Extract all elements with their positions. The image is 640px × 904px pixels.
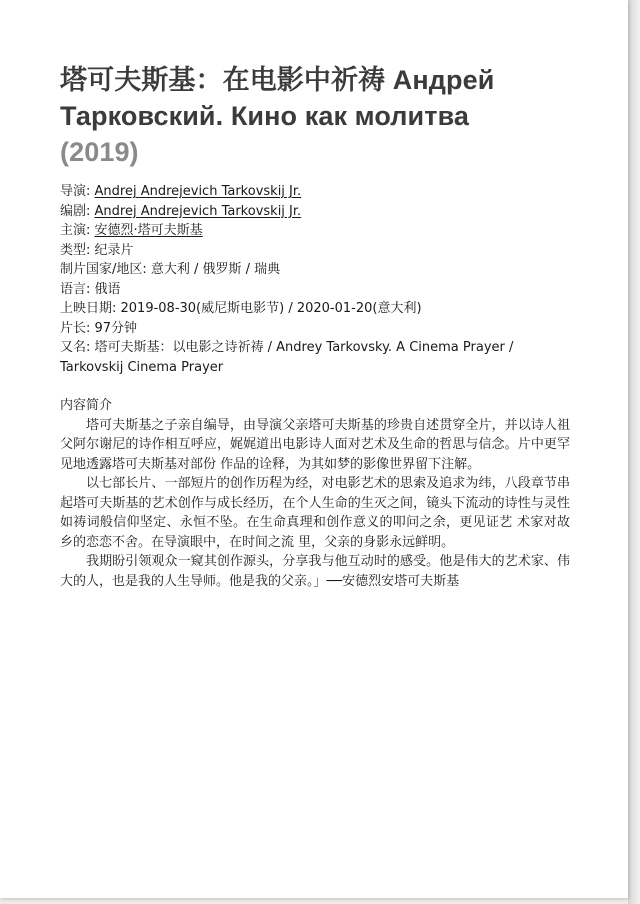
synopsis-paragraph-2: 以七部长片、一部短片的创作历程为经，对电影艺术的思索及追求为纬，八段章节串起塔可夫斯基的艺术创作与成长经历，在个人生命的生灭之间，镜头下流动的诗性与灵性如祷词般信仰坚定、永恒不坠。在生命真理和创作意义的叩问之余，更见证艺 术家对故乡的恋恋不舍。在导演眼中，在时间之流 里，父亲的身影永远鲜明。 — [60, 476, 570, 550]
synopsis-paragraph-3: 我期盼引领观众一窥其创作源头，分享我与他互动时的感受。他是伟大的艺术家、伟大的人，也是我的人生导师。他是我的父亲。」──安德烈安塔可夫斯基 — [60, 554, 570, 589]
language-row: 语言: 俄语 — [60, 281, 121, 297]
writer-row — [60, 202, 560, 222]
cast-row — [60, 221, 560, 241]
movie-year: (2019) — [60, 137, 139, 167]
synopsis-heading: 内容简介 — [60, 398, 113, 413]
cast-link[interactable]: 安德烈·塔可夫斯基 — [94, 223, 203, 238]
country-row: 制片国家/地区: 意大利 / 俄罗斯 / 瑞典 — [60, 262, 281, 277]
director-label: 导演: — [60, 184, 95, 199]
cast-label: 主演: — [60, 223, 95, 238]
release-date-row: 上映日期: 2019-08-30(威尼斯电影节) / 2020-01-20(意大利) — [60, 301, 422, 316]
director-row — [60, 182, 560, 202]
movie-info-block — [60, 182, 560, 377]
genre-row: 类型: 纪录片 — [60, 242, 134, 258]
synopsis-section — [60, 396, 570, 591]
aka-row: 又名: 塔可夫斯基：以电影之诗祈祷 / Andrey Tarkovsky. A Cinema Prayer / Tarkovskij Cinema Prayer — [60, 340, 514, 375]
movie-title-text: 塔可夫斯基：在电影中祈祷 Андрей Тарковский. Кино как молитва — [60, 65, 495, 131]
writer-link[interactable]: Andrej Andrejevich Tarkovskij Jr. — [94, 203, 302, 219]
director-link[interactable]: Andrej Andrejevich Tarkovskij Jr. — [94, 184, 302, 199]
runtime-row: 片长: 97分钟 — [60, 320, 138, 336]
page-edge-shadow — [628, 0, 640, 904]
synopsis-paragraph-1: 塔可夫斯基之子亲自编导，由导演父亲塔可夫斯基的珍贵自述贯穿全片，并以诗人祖父阿尔谢尼的诗作相互呼应，娓娓道出电影诗人面对艺术及生命的哲思与信念。片中更罕见地透露塔可夫斯基对部份 作品的诠释，为其如梦的影像世界留下注解。 — [60, 417, 570, 472]
movie-title — [60, 62, 580, 170]
writer-label: 编剧: — [60, 203, 95, 219]
